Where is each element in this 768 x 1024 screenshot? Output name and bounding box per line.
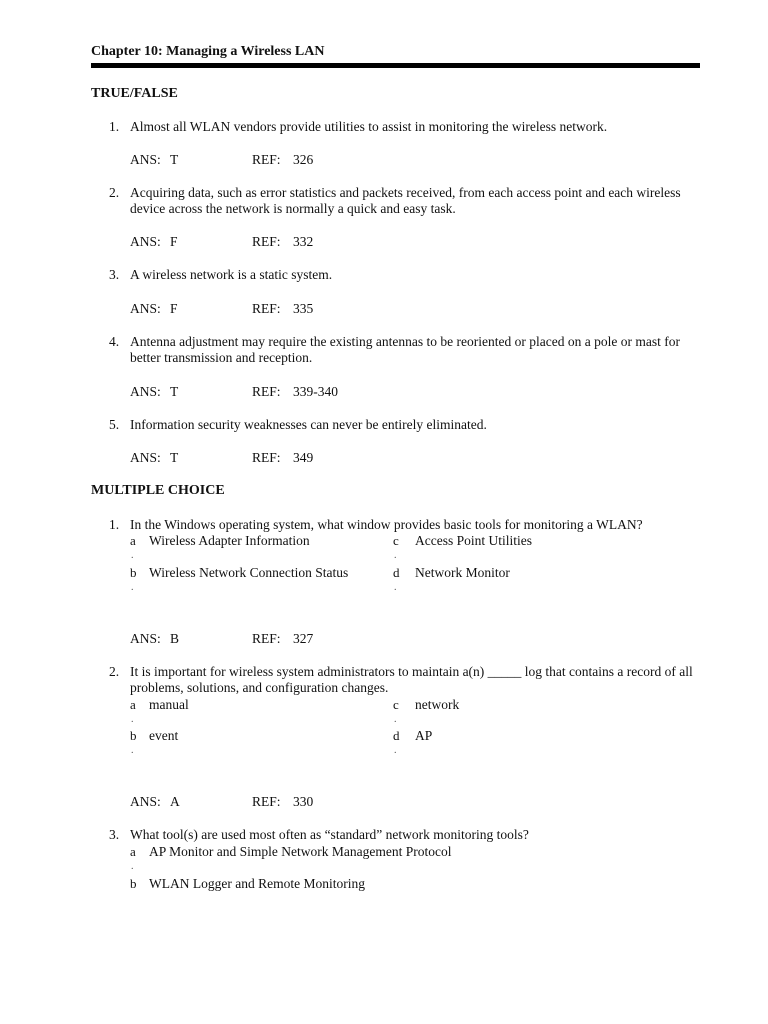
option-letter-c: c — [393, 697, 399, 712]
option-dot: . — [131, 550, 134, 561]
question-text: In the Windows operating system, what window provides basic tools for monitoring a WLAN? — [130, 517, 643, 532]
option-letter-c: c — [393, 533, 399, 548]
option-letter-a: a — [130, 697, 136, 712]
option-text-c: Access Point Utilities — [415, 533, 532, 548]
question-number: 3. — [109, 827, 120, 842]
question-text: A wireless network is a static system. — [130, 267, 333, 282]
option-text-a: manual — [149, 697, 189, 712]
question-text: Information security weaknesses can never be entirely eliminated. — [130, 417, 487, 432]
question-text: Acquiring data, such as error statistics and packets received, from each access point and each wireless device across the network is normally a quick and easy task. — [130, 185, 681, 216]
ref-label: REF: — [252, 152, 281, 167]
option-letter-a: a — [130, 533, 136, 548]
question-number: 2. — [109, 185, 120, 200]
question-text: What tool(s) are used most often as “standard” network monitoring tools? — [130, 827, 529, 842]
question-text: It is important for wireless system administrators to maintain a(n) _____ log that contains a record of all problems, solutions, and configuration changes. — [130, 664, 693, 695]
option-dot: . — [131, 861, 134, 872]
question-number: 3. — [109, 267, 120, 282]
option-dot: . — [394, 582, 397, 593]
option-text-d: AP — [415, 728, 433, 743]
ref-value: 330 — [293, 794, 314, 809]
option-letter-b: b — [130, 876, 137, 891]
ans-label: ANS: — [130, 384, 161, 399]
option-letter-a: a — [130, 844, 136, 859]
option-letter-b: b — [130, 565, 137, 580]
section-heading-true-false: TRUE/FALSE — [91, 86, 178, 101]
option-letter-d: d — [393, 728, 400, 743]
question-text: Antenna adjustment may require the existing antennas to be reoriented or placed on a pole or mast for better transmission and reception. — [130, 334, 680, 365]
option-dot: . — [131, 745, 134, 756]
option-text-d: Network Monitor — [415, 565, 510, 580]
ans-value: T — [170, 450, 179, 465]
ref-value: 327 — [293, 631, 314, 646]
option-dot: . — [131, 582, 134, 593]
ref-label: REF: — [252, 631, 281, 646]
ans-label: ANS: — [130, 450, 161, 465]
question-number: 1. — [109, 517, 120, 532]
option-text-b: event — [149, 728, 179, 743]
ref-value: 326 — [293, 152, 314, 167]
option-dot: . — [131, 714, 134, 725]
ans-value: T — [170, 152, 179, 167]
option-text-c: network — [415, 697, 460, 712]
option-dot: . — [394, 714, 397, 725]
ans-value: F — [170, 301, 178, 316]
ref-label: REF: — [252, 234, 281, 249]
ans-value: T — [170, 384, 179, 399]
ans-value: B — [170, 631, 180, 646]
option-dot: . — [394, 745, 397, 756]
option-letter-d: d — [393, 565, 400, 580]
ans-label: ANS: — [130, 631, 161, 646]
question-number: 1. — [109, 119, 120, 134]
ans-label: ANS: — [130, 152, 161, 167]
ref-label: REF: — [252, 450, 281, 465]
option-text-b: WLAN Logger and Remote Monitoring — [149, 876, 365, 891]
option-dot: . — [394, 550, 397, 561]
ans-value: F — [170, 234, 178, 249]
ref-value: 335 — [293, 301, 314, 316]
section-heading-multiple-choice: MULTIPLE CHOICE — [91, 483, 225, 498]
ref-label: REF: — [252, 301, 281, 316]
ref-value: 339-340 — [293, 384, 338, 399]
question-number: 5. — [109, 417, 120, 432]
option-text-a: AP Monitor and Simple Network Management Protocol — [149, 844, 452, 859]
ref-value: 349 — [293, 450, 314, 465]
ans-label: ANS: — [130, 234, 161, 249]
ans-label: ANS: — [130, 301, 161, 316]
question-text: Almost all WLAN vendors provide utilities to assist in monitoring the wireless network. — [130, 119, 608, 134]
option-letter-b: b — [130, 728, 137, 743]
header-rule — [91, 63, 700, 68]
ref-value: 332 — [293, 234, 314, 249]
question-number: 2. — [109, 664, 120, 679]
ref-label: REF: — [252, 794, 281, 809]
ans-label: ANS: — [130, 794, 161, 809]
chapter-title: Chapter 10: Managing a Wireless LAN — [91, 44, 325, 59]
option-text-b: Wireless Network Connection Status — [149, 565, 349, 580]
option-text-a: Wireless Adapter Information — [149, 533, 310, 548]
ans-value: A — [170, 794, 180, 809]
question-number: 4. — [109, 334, 120, 349]
ref-label: REF: — [252, 384, 281, 399]
